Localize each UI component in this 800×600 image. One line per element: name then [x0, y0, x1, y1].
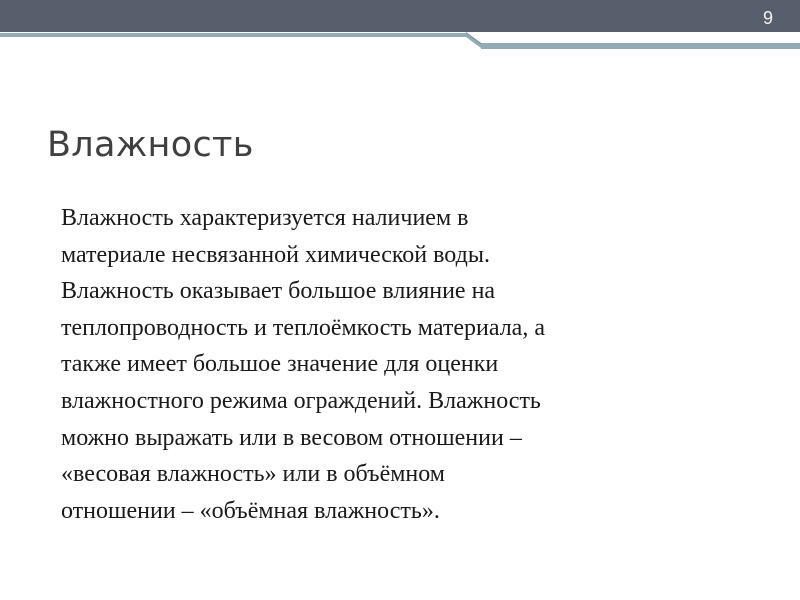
- accent-line-right: [481, 43, 800, 49]
- body-line: «весовая влажность» или в объёмном: [61, 461, 445, 488]
- body-line: также имеет большое значение для оценки: [61, 351, 499, 378]
- body-line: отношении – «объёмная влажность».: [61, 497, 440, 524]
- body-line: Влажность оказывает большое влияние на: [61, 278, 496, 305]
- body-line: Влажность характеризуется наличием в: [61, 205, 469, 231]
- slide-title: Влажность: [47, 125, 254, 165]
- slide-body: [61, 200, 761, 529]
- slide-number: 9: [762, 8, 773, 28]
- ribbon-fold-icon: [466, 32, 482, 49]
- body-line: теплопроводность и теплоёмкость материала, а: [61, 314, 545, 341]
- body-line: материале несвязанной химической воды.: [61, 241, 490, 268]
- body-line: влажностного режима ограждений. Влажность: [61, 387, 541, 414]
- top-bar: [0, 0, 800, 32]
- body-line: можно выражать или в весовом отношении –: [61, 424, 522, 451]
- accent-line-left: [0, 33, 466, 37]
